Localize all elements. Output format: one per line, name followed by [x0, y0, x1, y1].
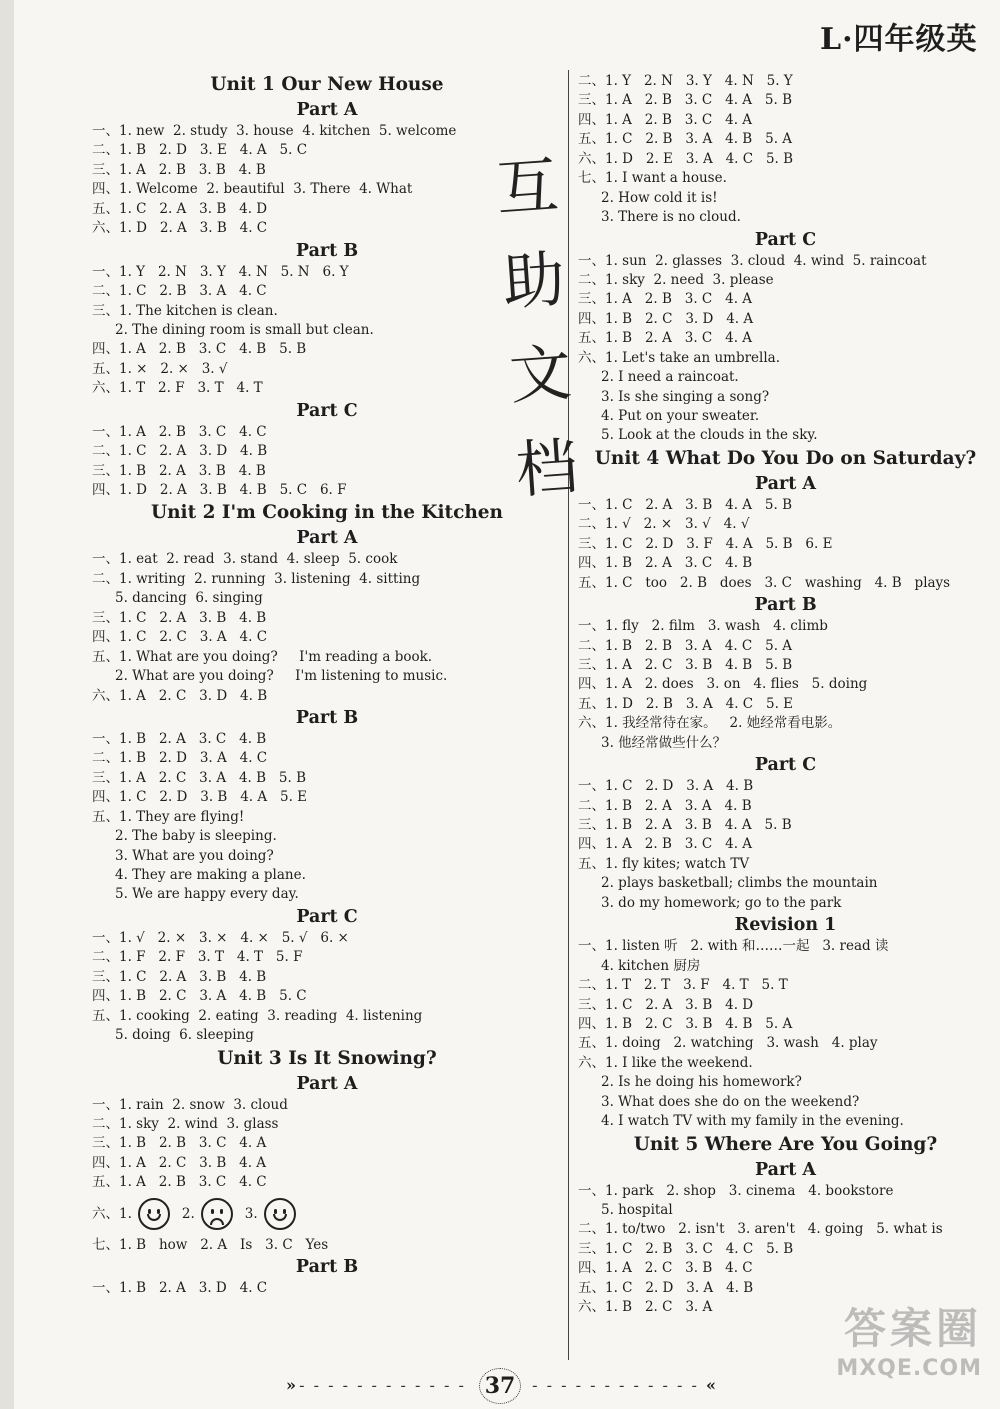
answer-line: 一、1. C 2. A 3. B 4. A 5. B — [578, 496, 793, 513]
part-heading: Part B — [295, 707, 359, 728]
answer-line: 三、1. B 2. B 3. C 4. A — [92, 1135, 267, 1152]
answer-line: 三、1. A 2. B 3. C 4. A 5. B — [578, 92, 793, 109]
answer-line: 三、1. A 2. B 3. C 4. A — [578, 291, 753, 308]
answer-line: 5. doing 6. sleeping — [115, 1027, 254, 1044]
answer-line: 六、1. B 2. C 3. A — [578, 1299, 713, 1316]
sad-face-icon — [201, 1198, 233, 1230]
answer-line: 一、1. sun 2. glasses 3. cloud 4. wind 5. raincoat — [578, 252, 927, 269]
part-heading: Revision 1 — [734, 915, 837, 936]
page-edge-shadow — [0, 0, 14, 1409]
footer-dash-left: - - - - - - - - - - - - — [299, 1375, 473, 1395]
answer-line: 四、1. B 2. C 3. D 4. A — [578, 310, 754, 327]
footer-arrow-right: « — [706, 1375, 714, 1395]
answer-line: 一、1. Y 2. N 3. Y 4. N 5. N 6. Y — [92, 263, 349, 280]
part-heading: Part A — [296, 1073, 358, 1094]
answer-line: 3. There is no cloud. — [601, 209, 741, 226]
answer-line: 3. What are you doing? — [115, 847, 274, 864]
answer-line: 三、1. C 2. A 3. B 4. B — [92, 609, 267, 626]
unit-heading: Unit 4 What Do You Do on Saturday? — [594, 447, 977, 469]
answer-line: 二、1. to/two 2. isn't 3. aren't 4. going 5. what is — [578, 1221, 943, 1238]
answer-line: 五、1. A 2. B 3. C 4. C — [92, 1174, 267, 1191]
answer-line: 三、1. A 2. C 3. B 4. B 5. B — [578, 656, 793, 673]
answer-line: 4. They are making a plane. — [115, 867, 306, 883]
answer-line: 二、1. B 2. D 3. A 4. C — [92, 750, 268, 767]
answer-line: 二、1. writing 2. running 3. listening 4. sitting — [92, 570, 421, 587]
answer-line: 三、1. C 2. B 3. C 4. C 5. B — [578, 1240, 794, 1257]
answer-line: 六、1. A 2. C 3. D 4. B — [92, 687, 268, 704]
answer-line: 五、1. They are flying! — [92, 808, 245, 825]
answer-line: 2. What are you doing? I'm listening to music. — [115, 668, 448, 685]
footer-arrow-left: » — [286, 1375, 294, 1395]
answer-line: 3. 他经常做些什么？ — [601, 734, 727, 751]
answer-line: 5. dancing 6. singing — [115, 590, 263, 607]
answer-line: 3. Is she singing a song? — [601, 388, 770, 405]
answer-line: 五、1. C 2. B 3. A 4. B 5. A — [578, 131, 793, 148]
answer-line: 2. Is he doing his homework? — [601, 1074, 802, 1091]
answer-line: 二、1. B 2. D 3. E 4. A 5. C — [92, 142, 308, 159]
answer-line: 三、1. C 2. D 3. F 4. A 5. B 6. E — [578, 535, 833, 552]
answer-line: 四、1. A 2. B 3. C 4. B 5. B — [92, 341, 307, 358]
answer-line: 一、1. A 2. B 3. C 4. C — [92, 423, 267, 440]
answer-line: 4. kitchen 厨房 — [601, 957, 701, 974]
answer-line: 二、1. F 2. F 3. T 4. T 5. F — [92, 949, 303, 966]
answer-line: 4. Put on your sweater. — [601, 408, 760, 424]
answer-line: 四、1. A 2. C 3. B 4. A — [92, 1154, 267, 1171]
answer-label: 3. — [244, 1205, 258, 1222]
answer-line: 五、1. × 2. × 3. √ — [92, 360, 228, 377]
answer-line: 五、1. D 2. B 3. A 4. C 5. E — [578, 695, 794, 712]
answer-line: 五、1. cooking 2. eating 3. reading 4. listening — [92, 1007, 423, 1024]
answer-line: 二、1. B 2. A 3. A 4. B — [578, 797, 752, 814]
answer-line: 3. do my homework; go to the park — [601, 894, 842, 911]
answer-line: 六、1. I like the weekend. — [578, 1054, 753, 1071]
answer-line: 五、1. B 2. A 3. C 4. A — [578, 330, 753, 347]
answer-line: 四、1. B 2. C 3. A 4. B 5. C — [92, 988, 307, 1005]
answer-line: 一、1. rain 2. snow 3. cloud — [92, 1096, 288, 1113]
answer-line: 二、1. √ 2. × 3. √ 4. √ — [578, 516, 750, 533]
answer-line: 2. How cold it is! — [601, 189, 718, 206]
answer-line: 二、1. sky 2. need 3. please — [578, 271, 774, 288]
answer-line: 四、1. B 2. C 3. B 4. B 5. A — [578, 1015, 793, 1032]
answer-line: 四、1. A 2. does 3. on 4. flies 5. doing — [578, 676, 868, 693]
answer-line-faces — [92, 1193, 562, 1236]
answer-label: 六、1. — [92, 1205, 132, 1222]
answer-line: 六、1. Let's take an umbrella. — [578, 349, 781, 366]
page-header: L·四年级英 — [820, 22, 978, 57]
answer-line: 2. The dining room is small but clean. — [115, 321, 374, 338]
answer-line: 三、1. B 2. A 3. B 4. A 5. B — [578, 817, 792, 833]
answer-line: 四、1. A 2. C 3. B 4. C — [578, 1260, 753, 1277]
answer-line: 四、1. A 2. B 3. C 4. A — [578, 836, 753, 853]
answer-line: 2. plays basketball; climbs the mountain — [601, 875, 878, 892]
unit-heading: Unit 2 I'm Cooking in the Kitchen — [150, 502, 504, 524]
answer-line: 一、1. new 2. study 3. house 4. kitchen 5. welcome — [92, 123, 457, 139]
smiley-face-icon — [138, 1198, 170, 1230]
part-heading: Part C — [296, 906, 358, 927]
answer-line: 五、1. C 2. A 3. B 4. D — [92, 200, 268, 217]
answer-line: 5. Look at the clouds in the sky. — [601, 427, 818, 444]
answer-label: 2. — [181, 1205, 195, 1222]
answer-line: 六、1. D 2. A 3. B 4. C — [92, 220, 268, 237]
answer-line: 五、1. What are you doing? I'm reading a book. — [92, 648, 433, 665]
unit-heading: Unit 3 Is It Snowing? — [217, 1047, 437, 1069]
answer-line: 一、1. park 2. shop 3. cinema 4. bookstore — [578, 1182, 894, 1199]
answer-line: 六、1. D 2. E 3. A 4. C 5. B — [578, 150, 794, 167]
answer-line: 三、1. B 2. A 3. B 4. B — [92, 462, 266, 479]
right-column — [578, 72, 993, 1318]
handwritten-character: 文 — [506, 335, 574, 413]
handwritten-character: 助 — [500, 242, 568, 320]
handwritten-character: 档 — [513, 429, 581, 507]
answer-line: 三、1. A 2. B 3. B 4. B — [92, 161, 266, 178]
unit-heading: Unit 5 Where Are You Going? — [633, 1133, 938, 1155]
part-heading: Part B — [754, 595, 817, 616]
answer-line: 2. I need a raincoat. — [601, 369, 739, 386]
answer-line: 三、1. The kitchen is clean. — [92, 302, 278, 319]
part-heading: Part C — [754, 755, 817, 776]
answer-line: 三、1. C 2. A 3. B 4. D — [578, 996, 754, 1013]
part-heading: Part C — [296, 400, 358, 421]
answer-line: 五、1. fly kites; watch TV — [578, 855, 750, 872]
answer-line: 二、1. C 2. A 3. D 4. B — [92, 443, 268, 460]
part-heading: Part A — [754, 1159, 816, 1180]
part-heading: Part A — [296, 528, 358, 549]
part-heading: Part B — [295, 240, 359, 261]
answer-line: 四、1. A 2. B 3. C 4. A — [578, 111, 753, 128]
answer-line: 五、1. doing 2. watching 3. wash 4. play — [578, 1035, 878, 1052]
answer-line: 一、1. C 2. D 3. A 4. B — [578, 778, 754, 795]
answer-line: 一、1. √ 2. × 3. × 4. × 5. √ 6. × — [92, 929, 349, 946]
answer-line: 四、1. C 2. C 3. A 4. C — [92, 629, 268, 646]
answer-line: 六、1. T 2. F 3. T 4. T — [92, 380, 263, 397]
answer-line: 五、1. C 2. D 3. A 4. B — [578, 1279, 754, 1296]
footer-dash-right: - - - - - - - - - - - - — [532, 1375, 706, 1395]
answer-line: 5. hospital — [601, 1202, 673, 1218]
handwritten-character: 互 — [493, 148, 561, 226]
answer-line: 一、1. B 2. A 3. D 4. C — [92, 1280, 268, 1297]
answer-line: 四、1. Welcome 2. beautiful 3. There 4. What — [92, 181, 413, 198]
answer-line: 4. I watch TV with my family in the evening. — [601, 1113, 904, 1130]
unit-heading: Unit 1 Our New House — [210, 74, 444, 95]
answer-line: 一、1. listen 听 2. with 和……一起 3. read 读 — [578, 938, 889, 955]
answer-line: 二、1. T 2. T 3. F 4. T 5. T — [578, 977, 788, 994]
answer-line: 四、1. C 2. D 3. B 4. A 5. E — [92, 789, 308, 806]
answer-line: 二、1. B 2. B 3. A 4. C 5. A — [578, 637, 793, 654]
answer-line: 四、1. B 2. A 3. C 4. B — [578, 555, 753, 572]
answer-line: 5. We are happy every day. — [115, 886, 299, 903]
answer-line: 二、1. Y 2. N 3. Y 4. N 5. Y — [578, 73, 793, 89]
watermark-url: MXQE.COM — [836, 1356, 982, 1381]
part-heading: Part B — [295, 1257, 359, 1278]
answer-line: 七、1. I want a house. — [578, 170, 727, 187]
watermark — [742, 1296, 982, 1396]
answer-line: 一、1. B 2. A 3. C 4. B — [92, 730, 267, 747]
answer-line: 2. The baby is sleeping. — [115, 828, 277, 845]
answer-line: 六、1. 我经常待在家。 2. 她经常看电影。 — [578, 715, 842, 732]
answer-line: 二、1. sky 2. wind 3. glass — [92, 1115, 279, 1132]
answer-line: 三、1. C 2. A 3. B 4. B — [92, 968, 267, 985]
answer-line: 二、1. C 2. B 3. A 4. C — [92, 283, 267, 300]
answer-line: 七、1. B how 2. A Is 3. C Yes — [92, 1236, 329, 1253]
answer-line: 一、1. fly 2. film 3. wash 4. climb — [578, 618, 828, 635]
part-heading: Part A — [296, 100, 358, 120]
answer-line: 三、1. A 2. C 3. A 4. B 5. B — [92, 769, 307, 786]
answer-line: 3. What does she do on the weekend? — [601, 1093, 860, 1110]
part-heading: Part C — [754, 229, 817, 250]
answer-line: 四、1. D 2. A 3. B 4. B 5. C 6. F — [92, 482, 347, 498]
part-heading: Part A — [754, 473, 816, 494]
watermark-logo-text: 答案圈 — [843, 1304, 982, 1353]
page-number: 37 — [479, 1368, 521, 1404]
smiley-face-icon — [264, 1198, 296, 1230]
answer-line: 五、1. C too 2. B does 3. C washing 4. B plays — [578, 574, 951, 591]
answer-line: 一、1. eat 2. read 3. stand 4. sleep 5. cook — [92, 551, 398, 568]
